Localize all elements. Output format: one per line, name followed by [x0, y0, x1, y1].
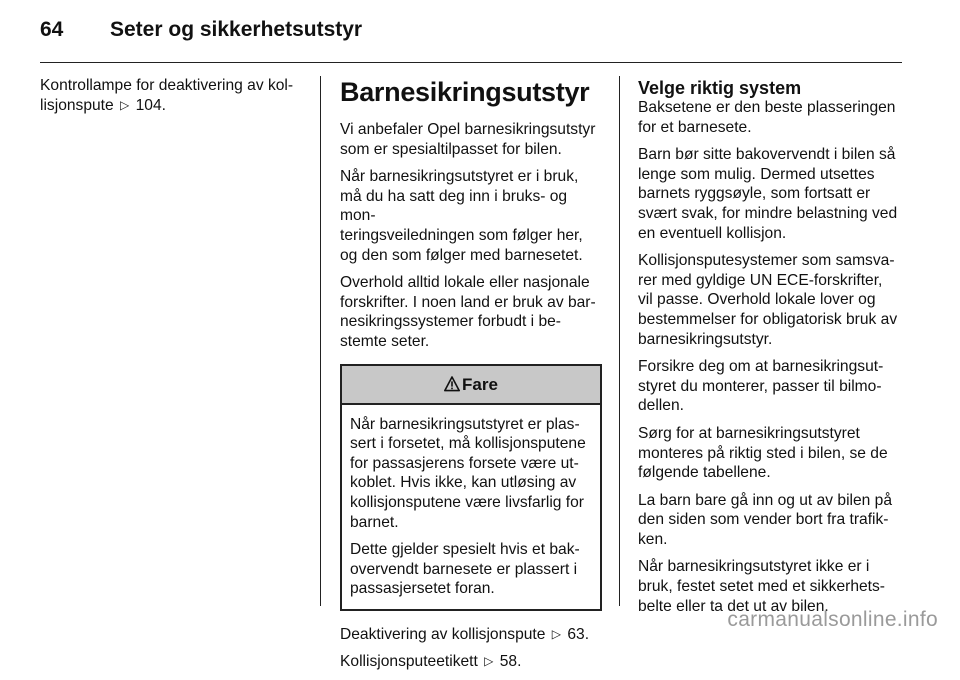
paragraph [638, 251, 902, 349]
paragraph [638, 424, 902, 483]
paragraph [638, 491, 902, 550]
text-line: Forsikre deg om at barnesikringsut- [638, 358, 884, 376]
text-line: Når barnesikringsutstyret er i bruk, [340, 168, 579, 186]
text-line: Dette gjelder spesielt hvis et bak- [350, 541, 580, 559]
column-middle [340, 76, 602, 680]
cross-reference [40, 76, 302, 115]
column-divider [320, 76, 321, 606]
text-line: sert i forsetet, må kollisjonsputene [350, 435, 586, 453]
text-line: vil passe. Overhold lokale lover og [638, 291, 876, 309]
column-right [638, 78, 902, 624]
text-line: lisjonspute [40, 96, 114, 114]
text-line: overvendt barnesete er plassert i [350, 560, 578, 578]
warning-box [340, 364, 602, 611]
text-line: Når barnesikringsutstyret ikke er i [638, 558, 870, 576]
section-title: Barnesikringsutstyr [340, 77, 590, 107]
paragraph [638, 357, 902, 416]
text-line: koblet. Hvis ikke, kan utløsing av [350, 474, 577, 492]
text-line: stemte seter. [340, 332, 430, 350]
text-line: Kontrollampe for deaktivering av kol- [40, 77, 294, 94]
text-line: bruk, festet setet med et sikkerhets- [638, 578, 886, 596]
text-line: barnesikringsutstyr. [638, 330, 773, 348]
text-line: La barn bare gå inn og ut av bilen på [638, 491, 893, 509]
text-line: barnets ryggsøyle, som fortsatt er [638, 185, 871, 203]
text-line: for passasjerens forsete være ut- [350, 454, 579, 472]
page-reference-link[interactable]: 63. [567, 625, 590, 643]
text-line: nesikringssystemer forbudt i be- [340, 313, 562, 331]
cross-reference [340, 652, 602, 672]
column-divider [619, 76, 620, 606]
reference-text: Kollisjonsputeetikett [340, 653, 478, 671]
text-line: Når barnesikringsutstyret er plas- [350, 415, 580, 433]
warning-title: Fare [462, 374, 498, 394]
text-line: for et barnesete. [638, 118, 752, 136]
watermark: carmanualsonline.info [727, 608, 938, 631]
column-left [40, 76, 302, 123]
text-line: styret du monterer, passer til bilmo- [638, 377, 882, 395]
page-header [40, 18, 902, 58]
arrow-ref-icon: ▷ [484, 654, 494, 669]
text-line: Overhold alltid lokale eller nasjonale [340, 274, 590, 292]
text-line: den siden som vender bort fra trafik- [638, 511, 889, 529]
text-line: barnet. [350, 513, 399, 531]
paragraph [340, 120, 602, 159]
warning-body [342, 405, 600, 609]
text-line: Barn bør sitte bakovervendt i bilen så [638, 146, 896, 164]
page-reference-link[interactable]: 104. [135, 96, 166, 114]
text-line: som er spesialtilpasset for bilen. [340, 140, 562, 158]
subsection-title: Velge riktig system [638, 78, 802, 98]
text-line: kollisjonsputene være livsfarlig for [350, 493, 585, 511]
text-line: bestemmelser for obligatorisk bruk av [638, 310, 898, 328]
text-line: en eventuell kollisjon. [638, 224, 787, 242]
text-line: forskrifter. I noen land er bruk av bar- [340, 293, 596, 311]
reference-text: Deaktivering av kollisjonspute [340, 625, 546, 643]
paragraph [638, 98, 902, 137]
cross-references [340, 625, 602, 672]
text-line: Kollisjonsputesystemer som samsva- [638, 252, 895, 270]
warning-header [342, 366, 600, 405]
arrow-ref-icon: ▷ [551, 626, 561, 641]
text-line: Baksetene er den beste plasseringen [638, 99, 896, 116]
text-line: teringsveiledningen som følger her, [340, 226, 583, 244]
paragraph [340, 273, 602, 351]
chapter-title: Seter og sikkerhetsutstyr [110, 18, 363, 41]
text-line: følgende tabellene. [638, 464, 771, 482]
paragraph [350, 415, 592, 533]
text-line: ken. [638, 530, 668, 548]
text-line: svært svak, for mindre belastning ved [638, 204, 898, 222]
header-divider [40, 62, 902, 63]
text-line: Vi anbefaler Opel barnesikringsutstyr [340, 121, 596, 138]
text-line: og den som følger med barnesetet. [340, 246, 583, 264]
paragraph [340, 167, 602, 265]
paragraph [638, 145, 902, 243]
text-line: lenge som mulig. Dermed utsettes [638, 165, 875, 183]
text-line: passasjersetet foran. [350, 580, 495, 598]
text-line: Sørg for at barnesikringsutstyret [638, 424, 860, 442]
paragraph [350, 540, 592, 599]
arrow-ref-icon: ▷ [120, 97, 130, 112]
text-line: dellen. [638, 397, 684, 415]
page-number: 64 [40, 18, 64, 41]
text-line: belte eller ta det ut av bilen. [638, 597, 829, 615]
warning-triangle-icon [444, 376, 460, 392]
text-line: rer med gyldige UN ECE-forskrifter, [638, 271, 883, 289]
page-reference-link[interactable]: 58. [499, 653, 522, 671]
subsection-paragraphs [638, 98, 902, 616]
section-paragraphs [340, 120, 602, 352]
text-line: monteres på riktig sted i bilen, se de [638, 444, 888, 462]
text-line: må du ha satt deg inn i bruks- og mon- [340, 187, 568, 225]
